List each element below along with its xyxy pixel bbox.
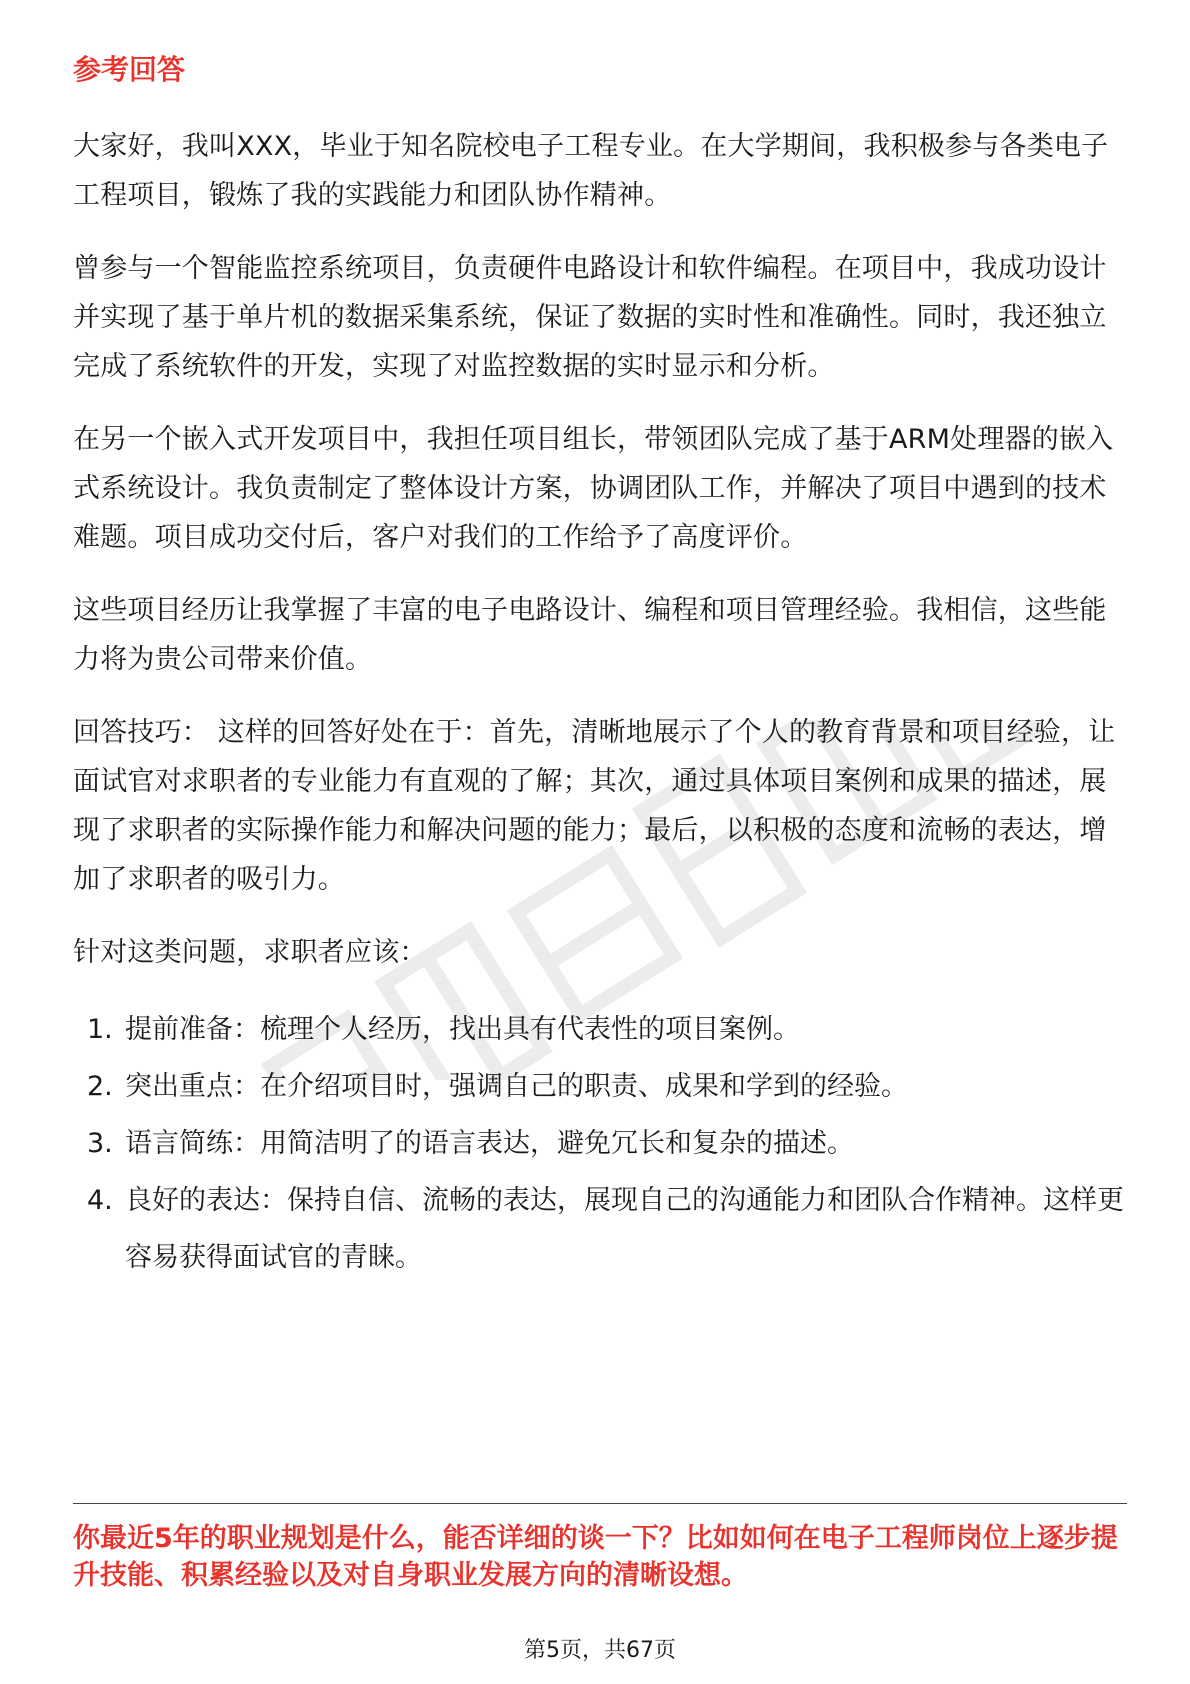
list-item	[73, 1001, 1127, 1058]
list-item-number: 2.	[87, 1071, 113, 1102]
paragraph-intro: 大家好，我叫XXX，毕业于知名院校电子工程专业。在大学期间，我积极参与各类电子工程项目，锻炼了我的实践能力和团队协作精神。	[73, 131, 1109, 211]
section-heading: 参考回答	[73, 53, 186, 86]
list-item	[73, 1115, 1127, 1172]
section-divider	[73, 1503, 1127, 1504]
advice-list	[73, 1001, 1127, 1286]
page-footer: 第5页，共67页	[524, 1638, 676, 1663]
list-item-text: 提前准备：梳理个人经历，找出具有代表性的项目案例。	[125, 1014, 800, 1045]
list-item-number: 3.	[87, 1128, 113, 1159]
paragraph-advice-intro: 针对这类问题，求职者应该：	[73, 937, 427, 968]
document-page	[73, 0, 1127, 1684]
list-item-number: 1.	[87, 1014, 113, 1045]
paragraph-project-1: 曾参与一个智能监控系统项目，负责硬件电路设计和软件编程。在项目中，我成功设计并实现了基于单片机的数据采集系统，保证了数据的实时性和准确性。同时，我还独立完成了系统软件的开发，实现了对监控数据的实时显示和分析。	[73, 253, 1107, 382]
paragraph-project-2: 在另一个嵌入式开发项目中，我担任项目组长，带领团队完成了基于ARM处理器的嵌入式系统设计。我负责制定了整体设计方案，协调团队工作，并解决了项目中遇到的技术难题。项目成功交付后，客户对我们的工作给予了高度评价。	[73, 424, 1114, 553]
list-item	[73, 1058, 1127, 1115]
list-item-text: 良好的表达：保持自信、流畅的表达，展现自己的沟通能力和团队合作精神。这样更容易获得面试官的青睐。	[125, 1185, 1124, 1273]
paragraph-tips: 回答技巧： 这样的回答好处在于：首先，清晰地展示了个人的教育背景和项目经验，让面试官对求职者的专业能力有直观的了解；其次，通过具体项目案例和成果的描述，展现了求职者的实际操作能力和解决问题的能力；最后，以积极的态度和流畅的表达，增加了求职者的吸引力。	[73, 717, 1116, 895]
list-item-text: 突出重点：在介绍项目时，强调自己的职责、成果和学到的经验。	[125, 1071, 908, 1102]
answer-body	[73, 122, 1127, 1286]
list-item-number: 4.	[87, 1185, 113, 1216]
list-item	[73, 1172, 1127, 1286]
paragraph-summary: 这些项目经历让我掌握了丰富的电子电路设计、编程和项目管理经验。我相信，这些能力将为贵公司带来价值。	[73, 595, 1107, 675]
list-item-text: 语言简练：用简洁明了的语言表达，避免冗长和复杂的描述。	[125, 1128, 854, 1159]
next-question: 你最近5年的职业规划是什么，能否详细的谈一下？比如如何在电子工程师岗位上逐步提升技能、积累经验以及对自身职业发展方向的清晰设想。	[73, 1523, 1118, 1591]
